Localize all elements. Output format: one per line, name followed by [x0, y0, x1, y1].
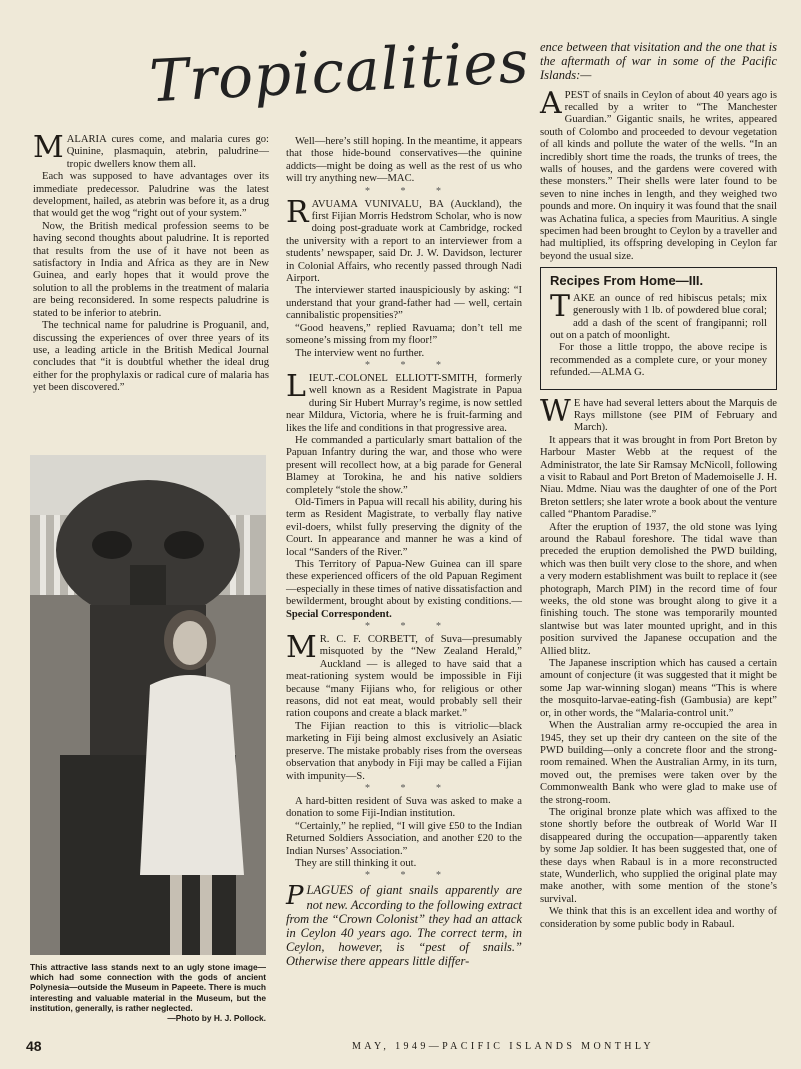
- drop-cap: L: [286, 368, 306, 404]
- paragraph: The Japanese inscription which has caused a certain amount of conjecture (it was suggested that it might be some Jap war-winning slogan) means “This is where the mosquito-larvae-eating-fish (Gambusia) are kept” or, in other words, the “Malaria-control unit.”: [540, 658, 777, 719]
- column-1: [33, 130, 269, 395]
- paragraph: After the eruption of 1937, the old stone was lying around the Rabaul foreshore. The tidal wave than preceded the eruption demolished the PWD building, which was then built very close to the shore, and when a very modern establishment was built to replace it (see photograph, March PIM) in the record time of four weeks, the old stone was brought along to give it a finishing touch. The stone was temporarily mounted slantwise but was later mounted upright, and in this position survived the Japanese occupation and the Allied blitz.: [540, 521, 777, 657]
- section-separator: * * *: [365, 782, 455, 794]
- drop-cap: W: [540, 393, 571, 429]
- paragraph: “Good heavens,” replied Ravuama; don’t tell me someone’s missing from my floor!”: [286, 322, 522, 347]
- drop-cap: R: [286, 194, 309, 230]
- recipe-box: [540, 267, 777, 389]
- recipe-title: Recipes From Home—III.: [550, 273, 704, 289]
- photo-caption: [30, 962, 266, 1023]
- column-3: [540, 40, 777, 931]
- section-separator: * * *: [365, 359, 455, 371]
- paragraph: When the Australian army re-occupied the area in 1945, they set up their dry canteen on the site of the PWD building—only a concrete floor and the strong-room remained. When the Australian Army, in its turn, moved out, the premises were taken over by the Commonwealth Bank who were glad to make use of the strong-room.: [540, 720, 777, 806]
- photo-stone-image: [30, 455, 266, 955]
- paragraph: For those a little troppo, the above recipe is recommended as a complete cure, or your money refunded.—ALMA G.: [550, 342, 767, 379]
- paragraph: The interviewer started inauspiciously by asking: “I understand that your grand-father had — well, certain cannibalistic propensities?”: [286, 285, 522, 322]
- section-separator: * * *: [365, 621, 455, 633]
- drop-cap: T: [550, 288, 571, 324]
- paragraph: The interview went no further.: [295, 347, 425, 359]
- page-footer: [0, 1038, 801, 1058]
- paragraph: W E have had several letters about the Marquis de Rays millstone (see PIM of February and March).: [540, 393, 777, 434]
- page-title: Tropicalities: [147, 27, 531, 116]
- drop-cap: M: [33, 130, 64, 165]
- paragraph-italic-intro: PLAGUES of giant snails apparently are not new. According to the following extract from the “Crown Colonist” they had an attack in Ceylon 40 years ago. The correct term, in Ceylon, however, is “pest of snails.” Otherwise there appears little differ-: [286, 881, 522, 969]
- paragraph: TAKE an ounce of red hibiscus petals; mix generously with 1 lb. of powdered blue coral; add a dash of the scent of frangipanni; roll out on a patch of moonlight.: [550, 288, 767, 341]
- paragraph: He commanded a particularly smart battalion of the Papuan Infantry during the war, and those who were present will recollect how, at a big parade for General Blamey at Torokina, he and his native soldiers completely “stole the show.”: [286, 434, 522, 496]
- paragraph: It appears that it was brought in from Port Breton by Harbour Master Webb at the request of the Administrator, the late Sir Ramsay McNicoll, following a visit to Rabaul and Port Breton of Mademoiselle J. H. Niau. Mdme. Niau was the daughter of one of the Port Breton settlers; she later wrote a book about the venture called “Phantom Paradise.”: [540, 434, 777, 521]
- paragraph: LIEUT.-COLONEL ELLIOTT-SMITH, formerly well known as a Resident Magistrate in Papua during Sir Hubert Murray’s regime, is now settled near Mildura, Victoria, where he is fruit-farming and likes the life and conditions in that progressive area.: [286, 368, 522, 434]
- paragraph: A hard-bitten resident of Suva was asked to make a donation to some Fiji-Indian institution.: [286, 795, 522, 820]
- section-separator: * * *: [365, 185, 455, 197]
- caption-text: This attractive lass stands next to an ugly stone image—which had some connection with the gods of ancient Polynesia—outside the Museum in Papeete. There is much interesting and valuable material in the Museum, but the institution, generally, is rather neglected.: [30, 962, 266, 1013]
- section-separator: * * *: [365, 870, 455, 882]
- paragraph: MALARIA cures come, and malaria cures go: Quinine, plasmaquin, atebrin, paludrine—tropic dwellers know them all.: [33, 130, 269, 170]
- paragraph: The original bronze plate which was affixed to the stone shortly before the outbreak of World War II disappeared during the occupation—apparently taken by some Jap soldier. It has been suggested that, one of these days when Rabaul is in a more reconstructed state, Wunderlich, who supplied the original plate may make another, with some mention of the stone’s survival.: [540, 806, 777, 905]
- column-2: [286, 136, 522, 969]
- paragraph: The Fijian reaction to this is vitriolic—black marketing in Fiji being almost exclusively an Asiatic preserve. The mistake probably rises from the overseas observation that anybody in Fiji may be called a Fijian with impunity—S.: [286, 720, 522, 782]
- paragraph: “Certainly,” he replied, “I will give £50 to the Indian Returned Soldiers Association, and another £20 to the Indian Nurses’ Association.”: [286, 820, 522, 857]
- paragraph: The technical name for paludrine is Proguanil, and, discussing the experiences of over three years of its use, a leading article in the British Medical Journal concludes that “it is doubtful whether the ideal drug either for the prophylaxis or radical cure of malaria has yet been discovered.”: [33, 320, 269, 394]
- photo-credit: —Photo by H. J. Pollock.: [167, 1013, 266, 1024]
- paragraph: Now, the British medical profession seems to be having second thoughts about paludrine. It is reported that results from the use of it have not been as satisfactory in India and Africa as they are in New Guinea, and early hopes that it would prove the solution to all the problems in the treatment of malaria are being reconsidered. In some respects paludrine is stated to be inferior to atebrin.: [33, 220, 269, 319]
- drop-cap: P: [286, 881, 304, 912]
- publication-footer: MAY, 1949—PACIFIC ISLANDS MONTHLY: [352, 1041, 654, 1052]
- paragraph: Old-Timers in Papua will recall his ability, during his term as Resident Magistrate, to verbally flay native evil-doers, whilst fully preserving the dignity of the Court. In appearance and manner he was a kind of local “Sanders of the River.”: [286, 496, 522, 558]
- paragraph: RAVUAMA VUNIVALU, BA (Auckland), the first Fijian Morris Hedstrom Scholar, who is now doing post-graduate work at Cambridge, rocked the university with a report to an interviewer from a students’ newspaper, said Dr. J. W. Davidson, lecturer in Colonial Affairs, who recently passed through Nadi Airport.: [286, 194, 522, 285]
- paragraph: We think that this is an excellent idea and worthy of consideration by some public body in Rabaul.: [540, 906, 777, 930]
- byline: Special Correspondent.: [286, 608, 392, 620]
- paragraph: This Territory of Papua-New Guinea can ill spare these experienced officers of the old Papuan Regiment—especially in these times of native dissatisfaction and bewilderment, brought about by existing conditions.—Special Correspondent.: [286, 559, 522, 620]
- paragraph: M R. C. F. CORBETT, of Suva—presumably misquoted by the “New Zealand Herald,” Auckland — is alleged to have said that a meat-rationing system would be impossible in Fiji because “many Fijians who, for religious or other reasons, did not eat meat, would probably sell their ration coupons and create a black market.”: [286, 630, 522, 720]
- paragraph: Each was supposed to have advantages over its immediate predecessor. Paludrine was the latest development, hailed, as atebrin was before it, as a drug that would get the wog “right out of your system.”: [33, 171, 269, 220]
- page-number: 48: [26, 1038, 42, 1054]
- paragraph: Well—here’s still hoping. In the meantime, it appears that those hide-bound conservatives—the quinine addicts—might be doing as well as the rest of us who will try anything new—MAC.: [286, 136, 522, 185]
- paragraph: APEST of snails in Ceylon of about 40 years ago is recalled by a writer to “The Manchester Guardian.” Gigantic snails, he writes, appeared south of Colombo and proceeded to devour vegetation of all kinds and pollute the water of the wells. “In an incredibly short time the roads, the trunks of trees, the walls of houses, and the gardens were covered with these monsters.” Their shells were later found to be seven to nine inches in length, and they weighed two pounds and more. On inquiry it was found that the snail was Achatina fulica, a species from Mauritius. A single specimen had been brought to Ceylon by a traveller and had multiplied, its offspring developing in Ceylon far beyond the usual size.: [540, 85, 777, 262]
- paragraph-italic-continued: ence between that visitation and the one that is the aftermath of war in some of the Pacific Islands:—: [540, 40, 777, 83]
- drop-cap: M: [286, 630, 317, 666]
- drop-cap: A: [540, 85, 562, 121]
- paragraph: They are still thinking it out.: [295, 857, 417, 869]
